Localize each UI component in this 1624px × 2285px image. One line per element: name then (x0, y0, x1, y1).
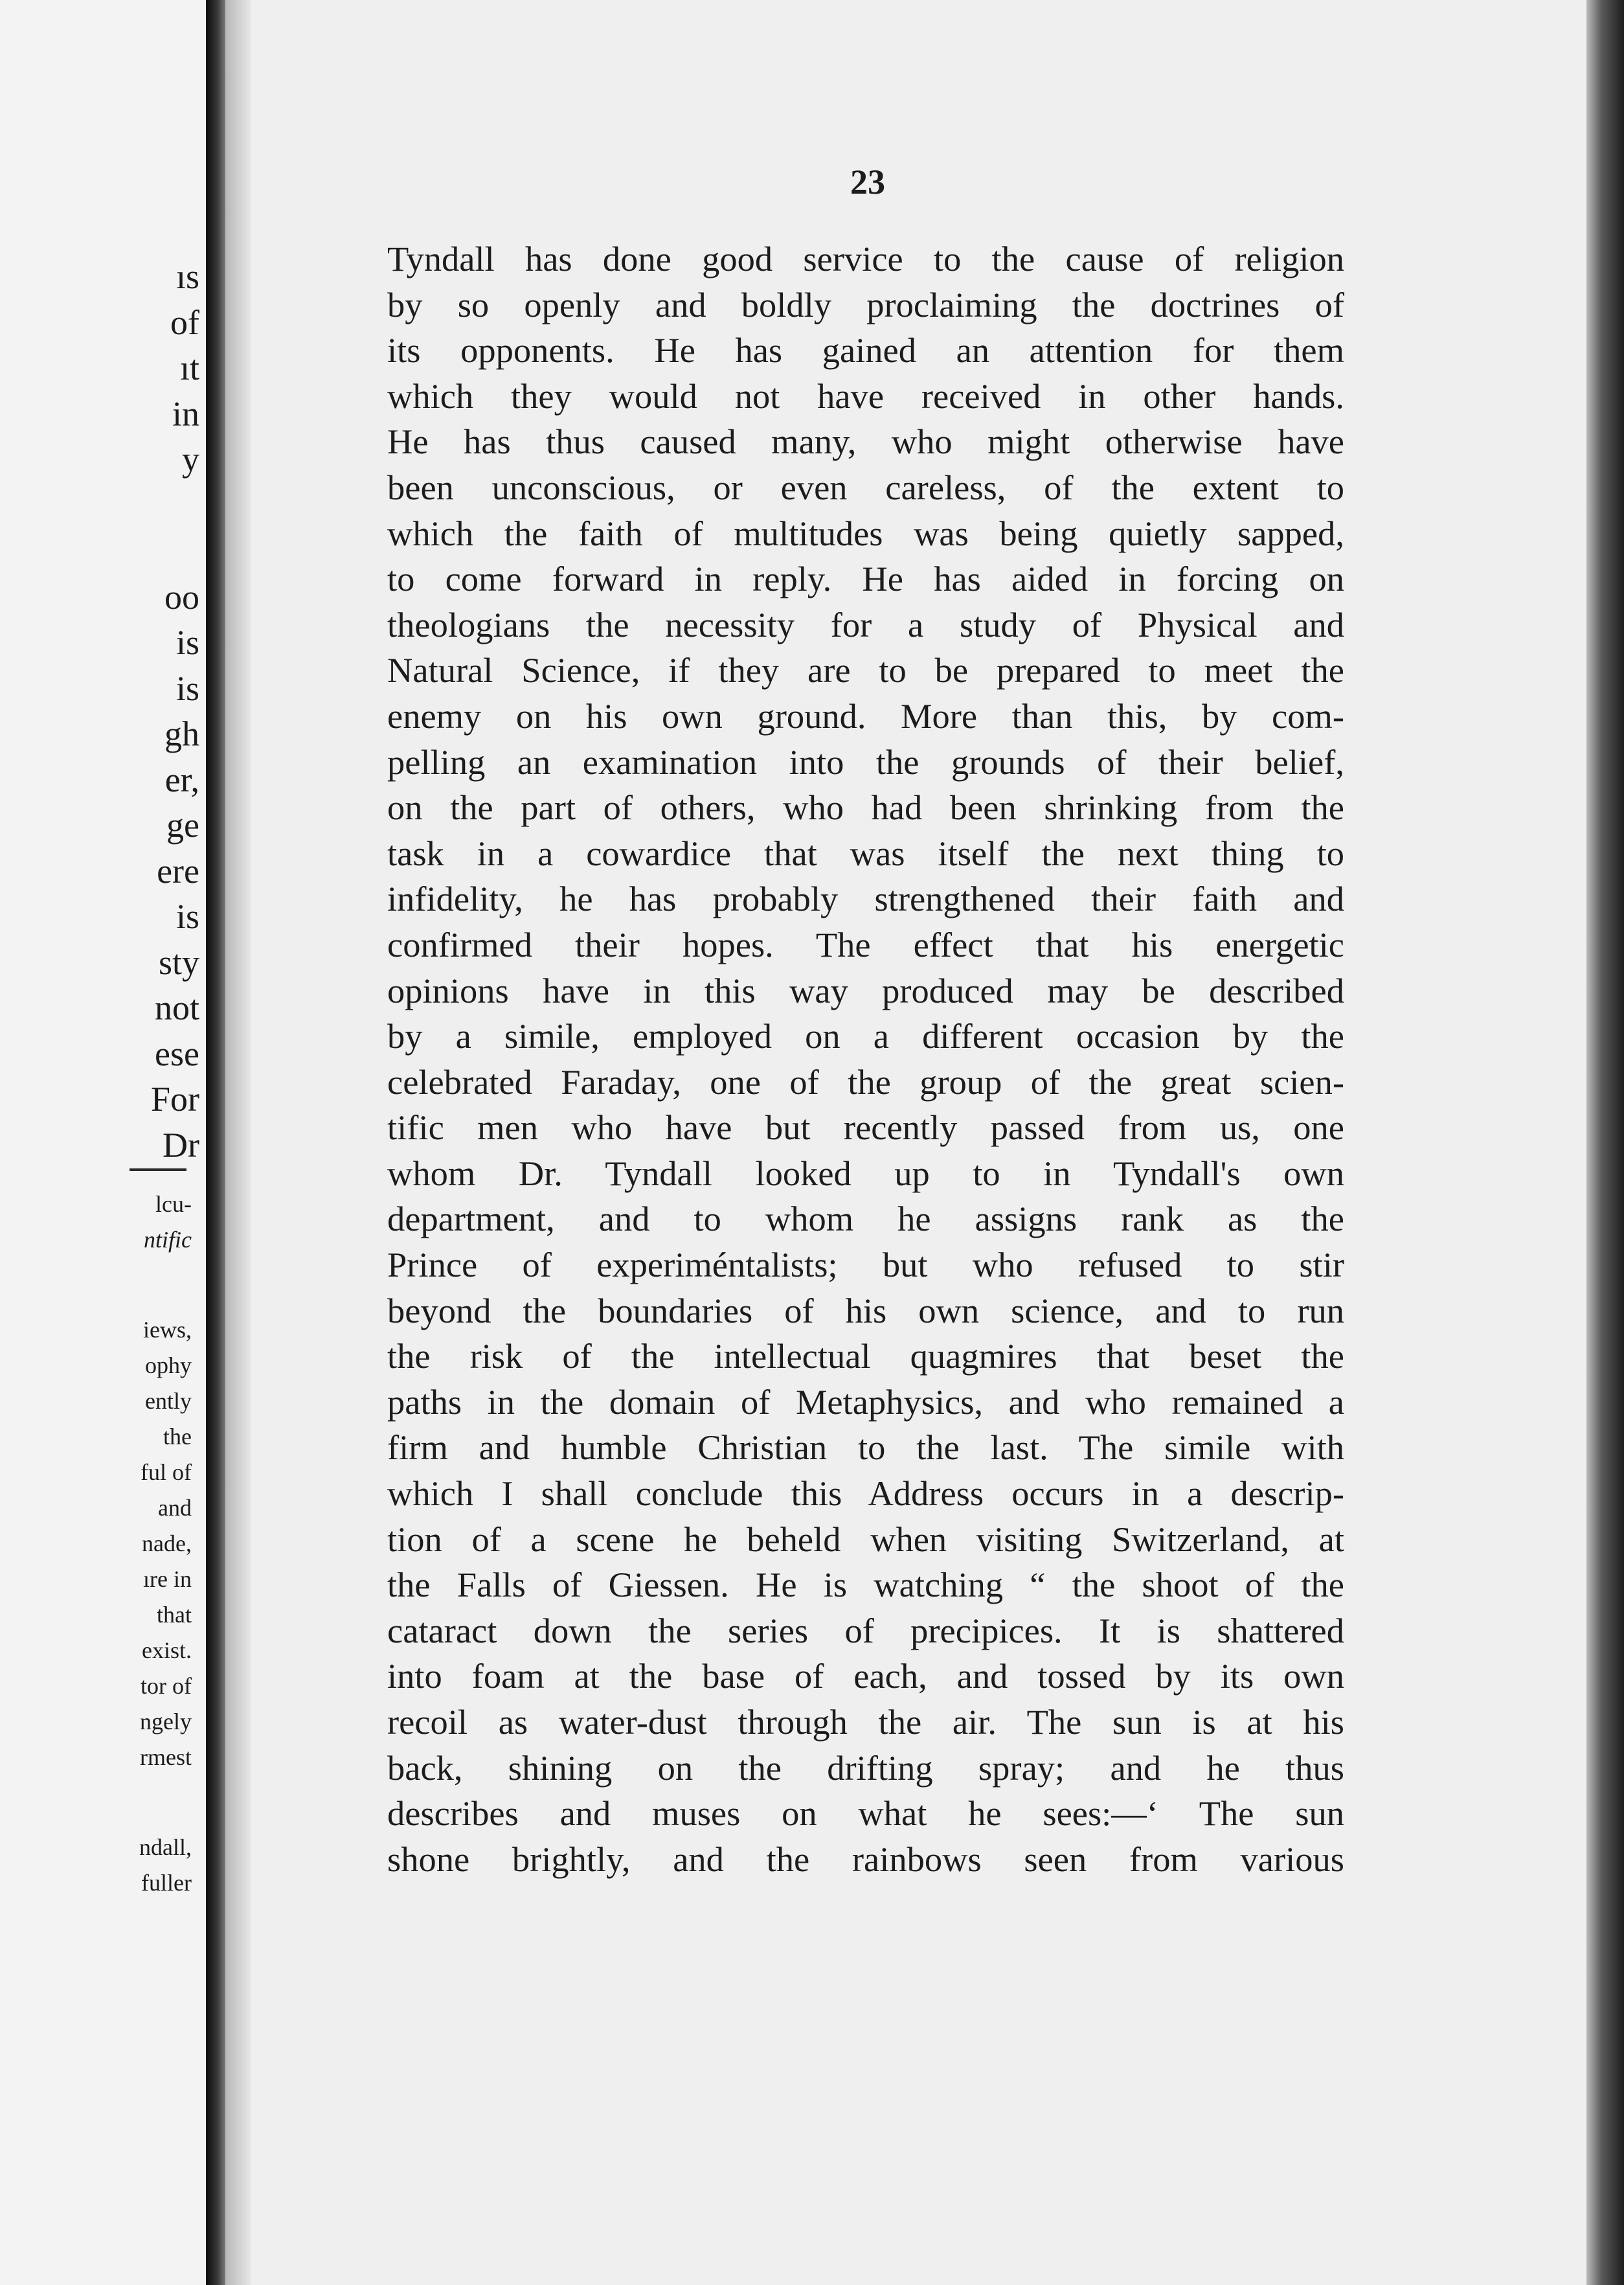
text-line: He has thus caused many, who might otherwise have (387, 422, 1344, 462)
text-line: enemy on his own ground. More than this, by com- (387, 696, 1344, 736)
text-line: shone brightly, and the rainbows seen from various (387, 1839, 1344, 1879)
left-text-fragment: ge (166, 806, 199, 845)
text-line: into foam at the base of each, and tossed by its own (387, 1656, 1344, 1696)
text-line: the risk of the intellectual quagmires that beset the (387, 1336, 1344, 1376)
body-text (387, 236, 1344, 1882)
text-line: its opponents. He has gained an attention for them (387, 330, 1344, 370)
left-note-fragment: lcu- (155, 1191, 192, 1217)
text-line: celebrated Faraday, one of the group of the great scien- (387, 1062, 1344, 1102)
page-number: 23 (850, 163, 885, 201)
left-text-fragment: ıs (175, 257, 199, 296)
left-note-fragment: tor of (141, 1673, 192, 1699)
text-line: cataract down the series of precipices. It is shattered (387, 1610, 1344, 1650)
left-text-fragment: is (175, 623, 199, 662)
text-line: infidelity, he has probably strengthened their faith and (387, 879, 1344, 919)
book-spine-gutter (206, 0, 225, 2285)
text-line: task in a cowardice that was itself the next thing to (387, 833, 1344, 873)
left-text-fragment: is (175, 897, 199, 936)
text-line: by a simile, employed on a different occasion by the (387, 1016, 1344, 1056)
left-note-fragment: ophy (145, 1352, 192, 1378)
text-line: theologians the necessity for a study of Physical and (387, 604, 1344, 644)
left-text-fragment: y (182, 440, 199, 479)
left-note-fragment (0, 1775, 192, 1830)
left-note-fragment: fuller (141, 1870, 192, 1896)
text-line: been unconscious, or even careless, of the extent to (387, 467, 1344, 507)
left-page-text-fragments (5, 254, 199, 1168)
left-page-fragment (0, 0, 206, 2285)
left-note-fragment (0, 1258, 192, 1312)
text-line: which I shall conclude this Address occurs in a descrip- (387, 1473, 1344, 1514)
text-line: tific men who have but recently passed from us, one (387, 1108, 1344, 1148)
left-note-fragment: rmest (140, 1744, 192, 1770)
text-line: whom Dr. Tyndall looked up to in Tyndall's own (387, 1153, 1344, 1193)
text-line: firm and humble Christian to the last. The simile with (387, 1427, 1344, 1468)
text-line: beyond the boundaries of his own science, and to run (387, 1290, 1344, 1330)
text-line: on the part of others, who had been shrinking from the (387, 788, 1344, 828)
text-line: opinions have in this way produced may be described (387, 970, 1344, 1010)
footnote-rule (130, 1168, 186, 1171)
left-note-fragment: ently (145, 1388, 192, 1414)
left-note-fragment: ndall, (139, 1834, 192, 1860)
left-text-fragment: Dr (163, 1125, 199, 1165)
text-line: describes and muses on what he sees:—‘ The sun (387, 1793, 1344, 1834)
left-text-fragment: not (154, 988, 199, 1027)
text-line: paths in the domain of Metaphysics, and who remained a (387, 1381, 1344, 1422)
left-page-footnote-fragments (0, 1187, 192, 1901)
text-line: department, and to whom he assigns rank as the (387, 1199, 1344, 1239)
left-note-fragment: ntific (144, 1227, 192, 1253)
gutter-shadow (225, 0, 251, 2285)
left-note-fragment: nade, (142, 1530, 192, 1556)
text-line: pelling an examination into the grounds of their belief, (387, 742, 1344, 782)
left-text-fragment: of (170, 302, 199, 342)
text-line: the Falls of Giessen. He is watching “ the shoot of the (387, 1565, 1344, 1605)
left-text-fragment: oo (164, 577, 199, 617)
left-text-fragment: sty (158, 942, 199, 982)
left-text-fragment: in (172, 394, 199, 433)
left-note-fragment: and (158, 1495, 192, 1521)
text-line: back, shining on the drifting spray; and he thus (387, 1747, 1344, 1788)
left-text-fragment: ıt (179, 348, 199, 387)
text-line: Natural Science, if they are to be prepared to meet the (387, 650, 1344, 690)
left-text-fragment: gh (164, 714, 199, 753)
left-note-fragment: that (157, 1602, 192, 1628)
left-text-fragment: For (150, 1080, 199, 1119)
left-text-fragment (5, 483, 199, 574)
text-line: Prince of experiméntalists; but who refused to stir (387, 1245, 1344, 1285)
text-line: which the faith of multitudes was being quietly sapped, (387, 513, 1344, 553)
left-note-fragment: exist. (142, 1637, 192, 1663)
left-note-fragment: ful of (141, 1459, 192, 1485)
left-text-fragment: ese (155, 1034, 199, 1073)
text-line: recoil as water-dust through the air. The sun is at his (387, 1702, 1344, 1742)
text-line: which they would not have received in other hands. (387, 376, 1344, 416)
text-line: by so openly and boldly proclaiming the doctrines of (387, 284, 1344, 324)
text-line: Tyndall has done good service to the cause of religion (387, 239, 1344, 279)
text-line: tion of a scene he beheld when visiting Switzerland, at (387, 1519, 1344, 1559)
page-edge-shadow (1586, 0, 1624, 2285)
left-note-fragment: ngely (140, 1709, 192, 1734)
text-line: to come forward in reply. He has aided in forcing on (387, 559, 1344, 599)
text-line: confirmed their hopes. The effect that his energetic (387, 924, 1344, 964)
left-text-fragment: is (175, 668, 199, 708)
left-text-fragment: er, (164, 760, 199, 799)
left-text-fragment: ere (157, 851, 199, 891)
left-note-fragment: the (163, 1424, 192, 1449)
left-note-fragment: iews, (143, 1317, 192, 1343)
left-note-fragment: ıre in (143, 1566, 192, 1592)
